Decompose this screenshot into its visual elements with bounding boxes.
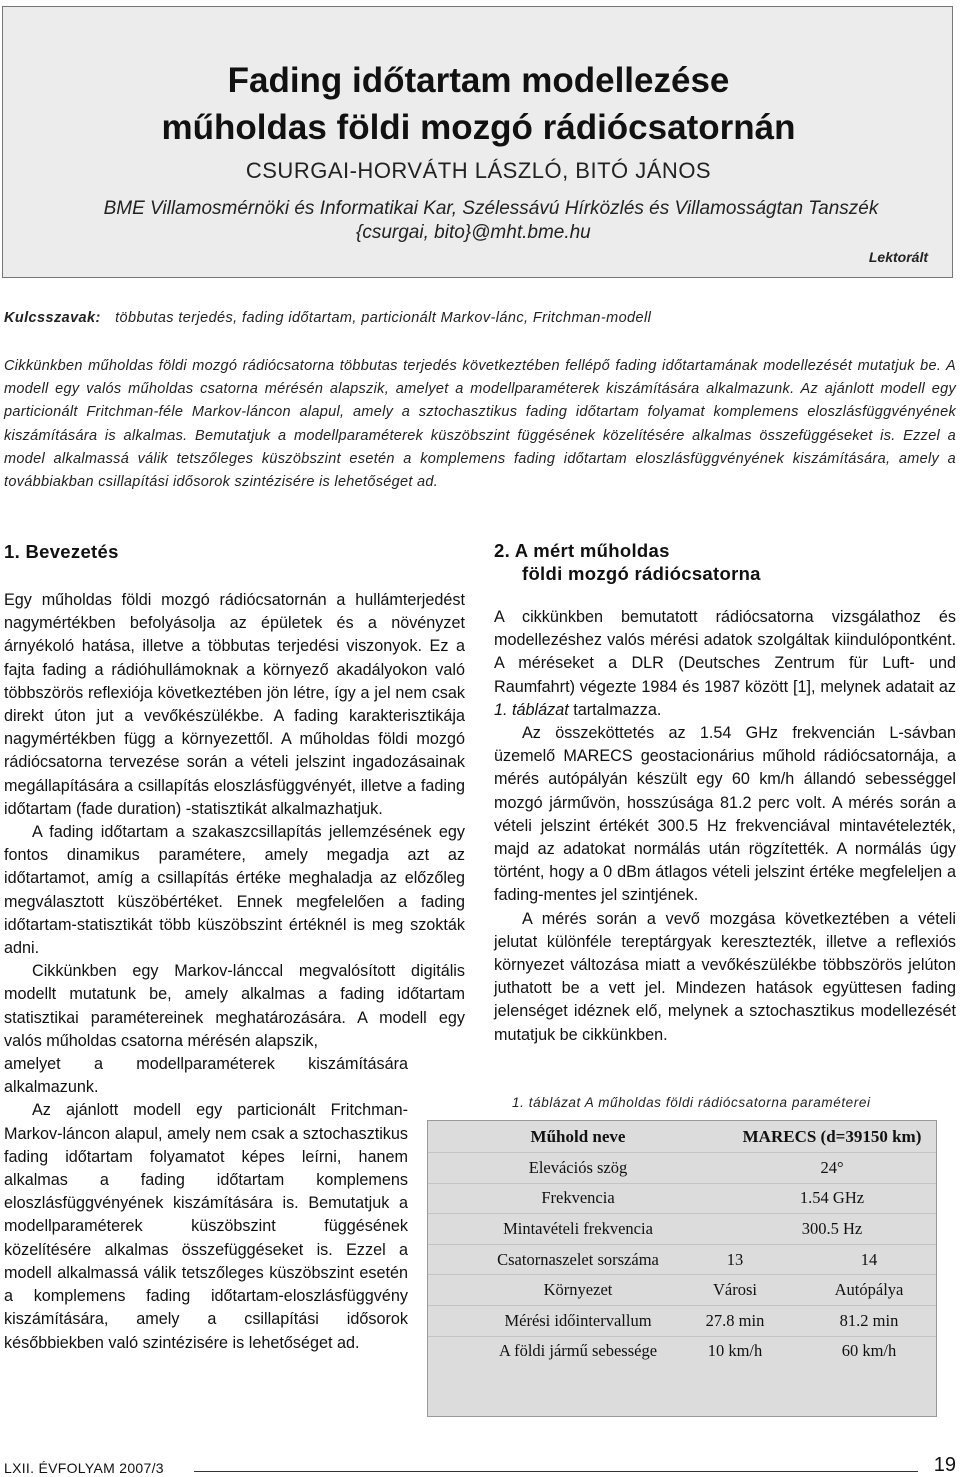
page-footer bbox=[4, 1454, 958, 1476]
table-header-cell: Műhold neve bbox=[530, 1126, 626, 1146]
paragraph: Az összeköttetés az 1.54 GHz frekvencián L-sávban üzemelő MARECS geostacionárius műhold rádiócsatornája, a mérés autópályán készült egy 60 km/h állandó sebességgel mozgó járművön, hosszúsága 81.2 perc volt. A mérés során a vételi jelszint értékét 300.5 Hz frekvenciával mintavételezték, majd az adatokat normálás után rögzítették. A normálás úgy történt, hogy a 0 dBm átlagos vételi jelszint értéke megfeleljen a fading-mentes jel szintjének. bbox=[494, 724, 956, 905]
table-cell: Autópálya bbox=[834, 1280, 904, 1300]
title-block bbox=[2, 6, 953, 278]
abstract: Cikkünkben műholdas földi mozgó rádiócsatorna többutas terjedés következtében fellépő fading időtartamának modellezését mutatjuk be. A modell egy valós műholdas csatorna mérésén alapszik, amelyet a modellparaméterek kiszámítására alkalmazunk. Az ajánlott modell egy particionált Fritchman-féle Markov-láncon alapul, amely a sztochasztikus fading időtartam folyamat komplemens eloszlásfüggvényének kiszámítására is alkalmas. Bemutatjuk a modellparaméterek küszöbszint függésének közelítésére alkalmas összefüggéseket is. Ezzel a model alkalmassá válik tetszőleges küszöbszint esetén a komplemens fading időtartam eloszlásfüggvényének kiszámítására, amely a továbbiakban csillapítási idősorok szintézisére is lehetőséget ad. bbox=[4, 358, 956, 491]
journal-issue: LXII. ÉVFOLYAM 2007/3 bbox=[4, 1460, 164, 1476]
paragraph: amelyet a modellparaméterek kiszámítására alkalmazunk. bbox=[4, 1055, 408, 1097]
footer-rule bbox=[194, 1471, 918, 1472]
paragraph: Az ajánlott modell egy particionált Fritchman-Markov-láncon alapul, amely nem csak a sztochasztikus fading időtartam folyamatot képes leírni, hanem alkalmas a fading időtartam komplemens eloszlásfüggvényének kiszámítására is. Bemutatjuk a modellparaméterek küszöbszint függésének közelítésére alkalmas összefüggéseket is. Ezzel a modell alkalmassá válik tetszőleges küszöbszint esetén a komplemens fading időtartam-eloszlásfüggvény kiszámítására, amely a csillapítási idősorok későbbiekben való szintézisére is lehetőséget ad. bbox=[4, 1101, 408, 1352]
table-cell-group bbox=[713, 1280, 936, 1300]
table-reference: 1. táblázat bbox=[494, 700, 569, 719]
table-cell-group bbox=[705, 1310, 936, 1331]
table-row bbox=[428, 1184, 936, 1215]
right-column bbox=[494, 539, 956, 1047]
table-cell: 60 km/h bbox=[841, 1341, 897, 1361]
table-row bbox=[428, 1153, 936, 1184]
table-row bbox=[428, 1337, 936, 1367]
left-column bbox=[4, 540, 465, 1355]
table-header-cell: MARECS (d=39150 km) bbox=[742, 1126, 922, 1146]
affiliation: BME Villamosmérnöki és Informatikai Kar, Szélessávú Hírközlés és Villamosságtan Tanszék bbox=[103, 198, 879, 219]
affiliation-block bbox=[61, 197, 921, 245]
table-header-row bbox=[428, 1121, 936, 1153]
authors: CSURGAI-HORVÁTH LÁSZLÓ, BITÓ JÁNOS bbox=[245, 158, 712, 183]
table-cell-group bbox=[728, 1250, 936, 1270]
table-cell: Környezet bbox=[543, 1280, 613, 1300]
keywords bbox=[4, 310, 651, 326]
article-title bbox=[3, 57, 954, 151]
paragraph: A fading időtartam a szakaszcsillapítás jellemzésének egy fontos dinamikus paramétere, amely megadja azt az időtartamot, amíg a csillapítás értéke meghaladja az előzőleg megválasztott küszöbértéket. Ennek megfelelően a fading időtartam-statisztikát több küszöbszint értéknél is meg szokták adni. bbox=[4, 823, 465, 958]
section-2-heading-line-2: földi mozgó rádiócsatorna bbox=[522, 563, 761, 584]
table-row bbox=[428, 1245, 936, 1276]
keywords-text: többutas terjedés, fading időtartam, particionált Markov-lánc, Fritchman-modell bbox=[115, 310, 652, 326]
table-cell: 24° bbox=[820, 1157, 844, 1177]
table-cell: Frekvencia bbox=[541, 1188, 615, 1208]
table-row bbox=[428, 1306, 936, 1337]
parameter-table bbox=[427, 1120, 937, 1417]
table-cell: Városi bbox=[713, 1280, 757, 1300]
section-2-heading-line-1: 2. A mért műholdas bbox=[494, 540, 670, 561]
table-cell: 14 bbox=[860, 1249, 878, 1269]
section-1-heading: 1. Bevezetés bbox=[4, 541, 119, 562]
table-cell: 81.2 min bbox=[839, 1310, 899, 1330]
review-label: Lektorált bbox=[868, 249, 928, 265]
table-row bbox=[428, 1275, 936, 1306]
paragraph: A mérés során a vevő mozgása következtében a vételi jelutat különféle tereptárgyak keresztezték, illetve a reflexiós környezet változása miatt a vevőkészülékbe többszörös jelúton juthatott be a vett jel. Mindezen hatások együttesen fading jelenséget idéznek elő, melynek a sztochasztikus modellezését mutatjuk be cikkünkben. bbox=[494, 909, 956, 1044]
table-cell: Csatornaszelet sorszáma bbox=[497, 1249, 659, 1269]
author-email: {csurgai, bito}@mht.bme.hu bbox=[356, 222, 591, 243]
table-cell: 300.5 Hz bbox=[801, 1218, 863, 1238]
paragraph-text: tartalmazza. bbox=[568, 700, 662, 719]
keywords-label: Kulcsszavak: bbox=[4, 310, 101, 326]
title-line-1: Fading időtartam modellezése bbox=[227, 61, 730, 100]
table-caption: 1. táblázat A műholdas földi rádiócsatorna paraméterei bbox=[512, 1095, 871, 1110]
table-cell: 13 bbox=[726, 1249, 744, 1269]
table-cell-group bbox=[707, 1341, 936, 1361]
table-row bbox=[428, 1214, 936, 1245]
page-number: 19 bbox=[933, 1454, 956, 1476]
section-2-heading bbox=[494, 539, 956, 585]
table-cell: Mintavételi frekvencia bbox=[503, 1218, 653, 1238]
table-cell: A földi jármű sebessége bbox=[498, 1341, 658, 1361]
table-cell: 27.8 min bbox=[705, 1310, 765, 1330]
paragraph-text: A cikkünkben bemutatott rádiócsatorna vizsgálathoz és modellezéshez valós mérési adatok szolgáltak kiindulópontként. A méréseket a DLR (Deutsches Zentrum für Luft- und Raumfahrt) végezte 1984 és 1987 között [1], melynek adatait az bbox=[494, 608, 956, 696]
table-cell: 10 km/h bbox=[707, 1341, 763, 1361]
table-cell: 1.54 GHz bbox=[799, 1188, 865, 1208]
paragraph: Egy műholdas földi mozgó rádiócsatornán a hullámterjedést nagymértékben befolyásolja az épületek és a növényzet árnyékoló hatása, illetve a többutas terjedési viszonyok. Ez a fajta fading a rádióhullámoknak a környező akadályokon való többszörös reflexiója következtében jön létre, így a jel nem csak direkt úton jut a vevőkészülékbe. A fading karakterisztikája nagymértékben függ a környezettől. A műholdas földi mozgó rádiócsatorna tervezése során a vételi jelszint ingadozásainak megállapítására a csillapítás eloszlásfüggvényét, illetve a fading időtartam (fade duration) -statisztikát alkalmazhatjuk. bbox=[4, 591, 465, 818]
table-cell: Elevációs szög bbox=[528, 1157, 628, 1177]
title-line-2: műholdas földi mozgó rádiócsatornán bbox=[161, 108, 796, 147]
paragraph bbox=[494, 606, 956, 722]
table-cell: Mérési időintervallum bbox=[504, 1310, 652, 1330]
paragraph: Cikkünkben egy Markov-lánccal megvalósított digitális modellt mutatunk be, amely alkalmas a fading időtartam statisztikai paramétereinek meghatározására. A modell egy valós műholdas csatorna mérésén alapszik, bbox=[4, 962, 465, 1050]
